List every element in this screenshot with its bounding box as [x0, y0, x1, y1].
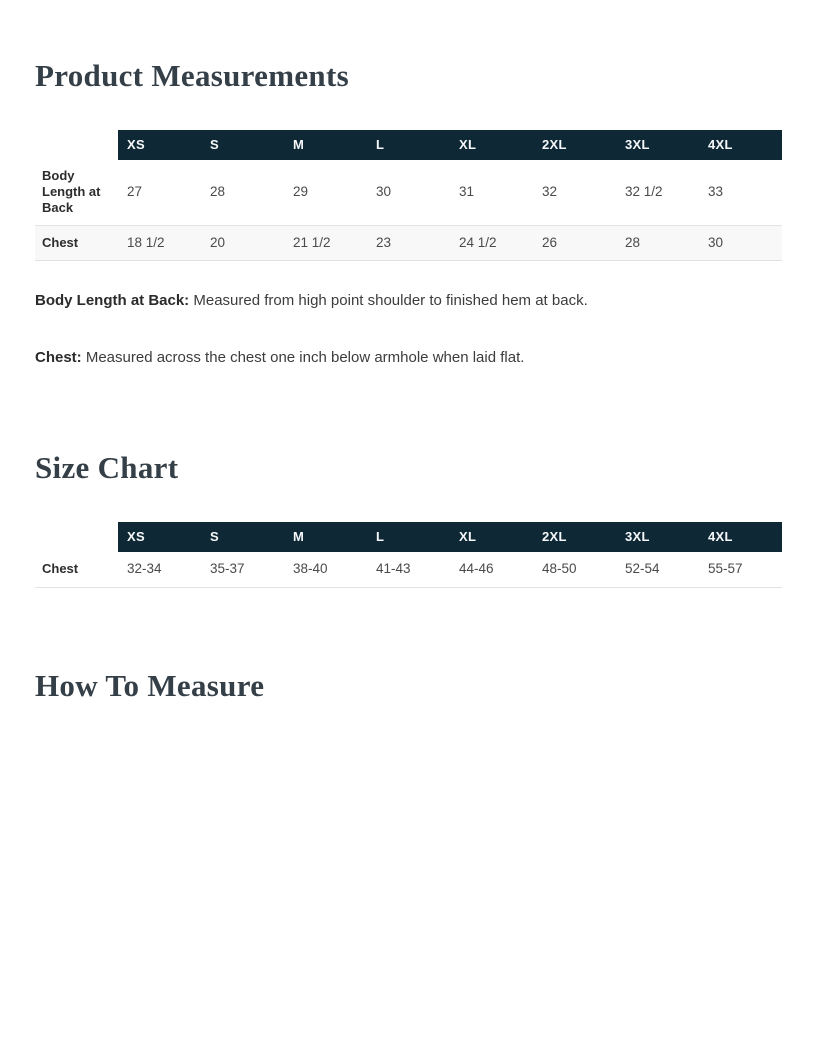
column-header-xl: XL	[450, 522, 533, 552]
column-header-2xl: 2XL	[533, 130, 616, 160]
column-header-xl: XL	[450, 130, 533, 160]
note-term: Body Length at Back:	[35, 291, 190, 309]
column-header-l: L	[367, 130, 450, 160]
column-header-l: L	[367, 522, 450, 552]
size-chart-header-row	[35, 522, 782, 552]
measurement-value: 18 1/2	[127, 234, 165, 250]
size-chart-table	[35, 522, 782, 587]
size-range-value: 38-40	[293, 561, 328, 577]
column-header-3xl: 3XL	[616, 130, 699, 160]
measurement-value: 33	[708, 184, 724, 200]
corner-cell	[35, 522, 118, 552]
row-label: Body Length at Back	[42, 167, 101, 216]
measurement-value: 23	[376, 234, 392, 250]
column-header-m: M	[284, 130, 367, 160]
how-to-measure-title: How To Measure	[35, 667, 265, 703]
measurement-value: 24 1/2	[459, 234, 497, 250]
column-header-s: S	[201, 522, 284, 552]
measurement-value: 30	[708, 234, 724, 250]
size-chart-title: Size Chart	[35, 450, 179, 486]
product-measurements-title: Product Measurements	[35, 58, 349, 93]
size-range-value: 55-57	[708, 561, 743, 577]
column-header-3xl: 3XL	[616, 522, 699, 552]
measurement-value: 32 1/2	[625, 184, 663, 200]
size-range-value: 52-54	[625, 561, 660, 577]
measurement-value: 32	[542, 184, 558, 200]
size-range-value: 44-46	[459, 561, 494, 577]
column-header-4xl: 4XL	[699, 130, 782, 160]
row-label: Chest	[42, 234, 79, 250]
corner-cell	[35, 130, 118, 160]
measurement-value: 27	[127, 184, 143, 200]
column-header-xs: XS	[118, 522, 201, 552]
measurement-value: 31	[459, 184, 475, 200]
measurement-value: 20	[210, 234, 226, 250]
note-description: Measured from high point shoulder to finished hem at back.	[193, 291, 588, 309]
measurement-value: 28	[210, 184, 226, 200]
table-row-chest-range	[35, 552, 782, 587]
size-range-value: 48-50	[542, 561, 577, 577]
table-row-chest	[35, 225, 782, 260]
note-term: Chest:	[35, 349, 82, 367]
measurement-value: 26	[542, 234, 558, 250]
chest-note	[35, 348, 782, 368]
note-description: Measured across the chest one inch below armhole when laid flat.	[85, 349, 525, 367]
size-range-value: 32-34	[127, 561, 162, 577]
measurement-value: 28	[625, 234, 641, 250]
measurement-value: 21 1/2	[293, 234, 331, 250]
column-header-2xl: 2XL	[533, 522, 616, 552]
column-header-m: M	[284, 522, 367, 552]
column-header-xs: XS	[118, 130, 201, 160]
measurement-value: 30	[376, 184, 392, 200]
measurement-value: 29	[293, 184, 309, 200]
product-measurements-table	[35, 130, 782, 261]
column-header-s: S	[201, 130, 284, 160]
size-range-value: 41-43	[376, 561, 411, 577]
column-header-4xl: 4XL	[699, 522, 782, 552]
table-row-body-length	[35, 160, 782, 225]
body-length-note	[35, 291, 782, 311]
size-range-value: 35-37	[210, 561, 245, 577]
measurements-header-row	[35, 130, 782, 160]
row-label: Chest	[42, 561, 79, 577]
